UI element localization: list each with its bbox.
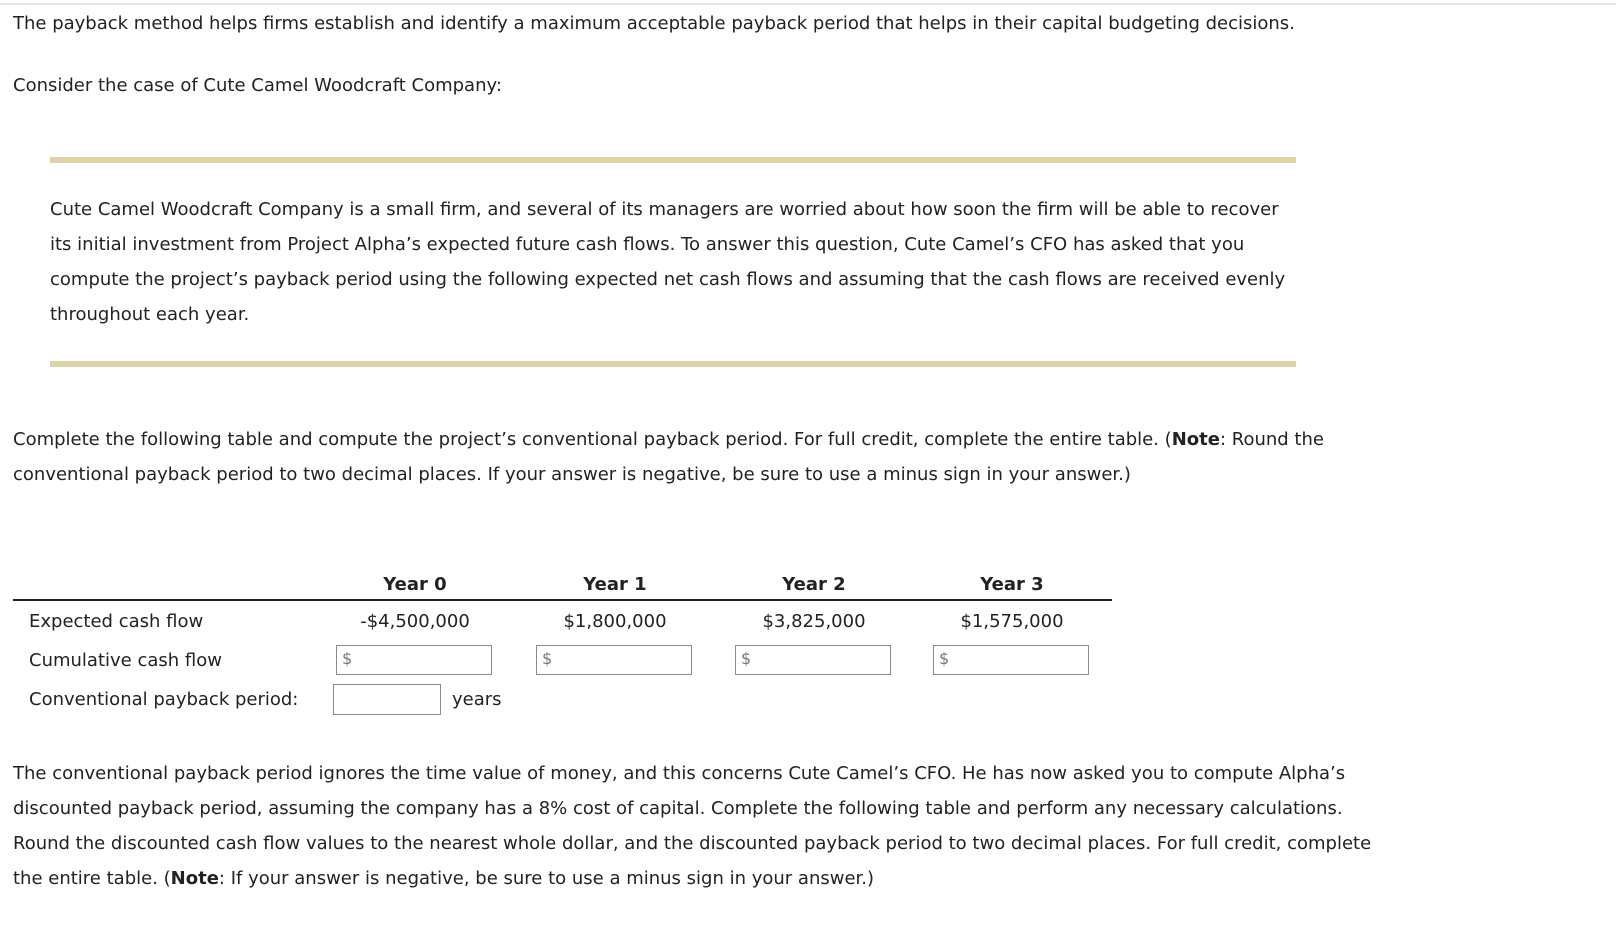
case-top-rule [50, 157, 1296, 163]
cumulative-cash-flow-label: Cumulative cash flow [29, 650, 222, 671]
intro-text: The payback method helps firms establish and identify a maximum acceptable payback period that helps in their capital budgeting decisions. [13, 13, 1295, 34]
instructions-discounted [13, 756, 1371, 896]
dollar-sign: $ [342, 649, 353, 668]
cumulative-year-1-input[interactable] [536, 645, 692, 675]
cumulative-year-0-input[interactable] [336, 645, 492, 675]
dollar-sign: $ [741, 649, 752, 668]
header-year-0: Year 0 [383, 574, 447, 595]
cumulative-year-3-input[interactable] [933, 645, 1089, 675]
expected-year-0: -$4,500,000 [360, 611, 470, 632]
instructions-text: : Round the [1219, 429, 1324, 450]
expected-cash-flow-label: Expected cash flow [29, 611, 204, 632]
note-label: Note [170, 868, 219, 889]
header-year-3: Year 3 [980, 574, 1044, 595]
instructions-line [13, 861, 1371, 896]
instructions-conventional [13, 422, 1324, 492]
case-line: Cute Camel Woodcraft Company is a small firm, and several of its managers are worried about how soon the firm will be able to recover [50, 199, 1279, 220]
expected-year-2: $3,825,000 [762, 611, 866, 632]
instructions-line [13, 422, 1324, 457]
dollar-sign: $ [939, 649, 950, 668]
instructions-line: conventional payback period to two decimal places. If your answer is negative, be sure to use a minus sign in your answer.) [13, 464, 1131, 485]
case-description [50, 192, 1285, 332]
instructions-text: Complete the following table and compute the project’s conventional payback period. For full credit, complete the entire table. ( [13, 429, 1172, 450]
expected-year-3: $1,575,000 [960, 611, 1064, 632]
case-bottom-rule [50, 361, 1296, 367]
instructions-text: : If your answer is negative, be sure to use a minus sign in your answer.) [218, 868, 875, 889]
instructions-line: discounted payback period, assuming the company has a 8% cost of capital. Complete the following table and perform any necessary calculations. [13, 798, 1343, 819]
cumulative-year-2-input[interactable] [735, 645, 891, 675]
case-line: its initial investment from Project Alpha’s expected future cash flows. To answer this question, Cute Camel’s CFO has asked that you [50, 234, 1245, 255]
case-line: compute the project’s payback period using the following expected net cash flows and assuming that the cash flows are received evenly [50, 269, 1286, 290]
dollar-sign: $ [542, 649, 553, 668]
case-line: throughout each year. [50, 304, 250, 325]
expected-year-1: $1,800,000 [563, 611, 667, 632]
top-divider [0, 3, 1616, 5]
years-unit: years [452, 689, 502, 710]
payback-period-label: Conventional payback period: [29, 689, 299, 710]
instructions-line: Round the discounted cash flow values to the nearest whole dollar, and the discounted payback period to two decimal places. For full credit, complete [13, 833, 1372, 854]
table-header-rule [13, 599, 1112, 601]
header-year-1: Year 1 [583, 574, 647, 595]
instructions-line: The conventional payback period ignores the time value of money, and this concerns Cute Camel’s CFO. He has now asked you to compute Alpha’s [13, 763, 1346, 784]
note-label: Note [1171, 429, 1220, 450]
payback-period-input[interactable] [333, 684, 441, 715]
header-year-2: Year 2 [782, 574, 846, 595]
consider-text: Consider the case of Cute Camel Woodcraft Company: [13, 75, 502, 96]
instructions-text: the entire table. ( [13, 868, 171, 889]
